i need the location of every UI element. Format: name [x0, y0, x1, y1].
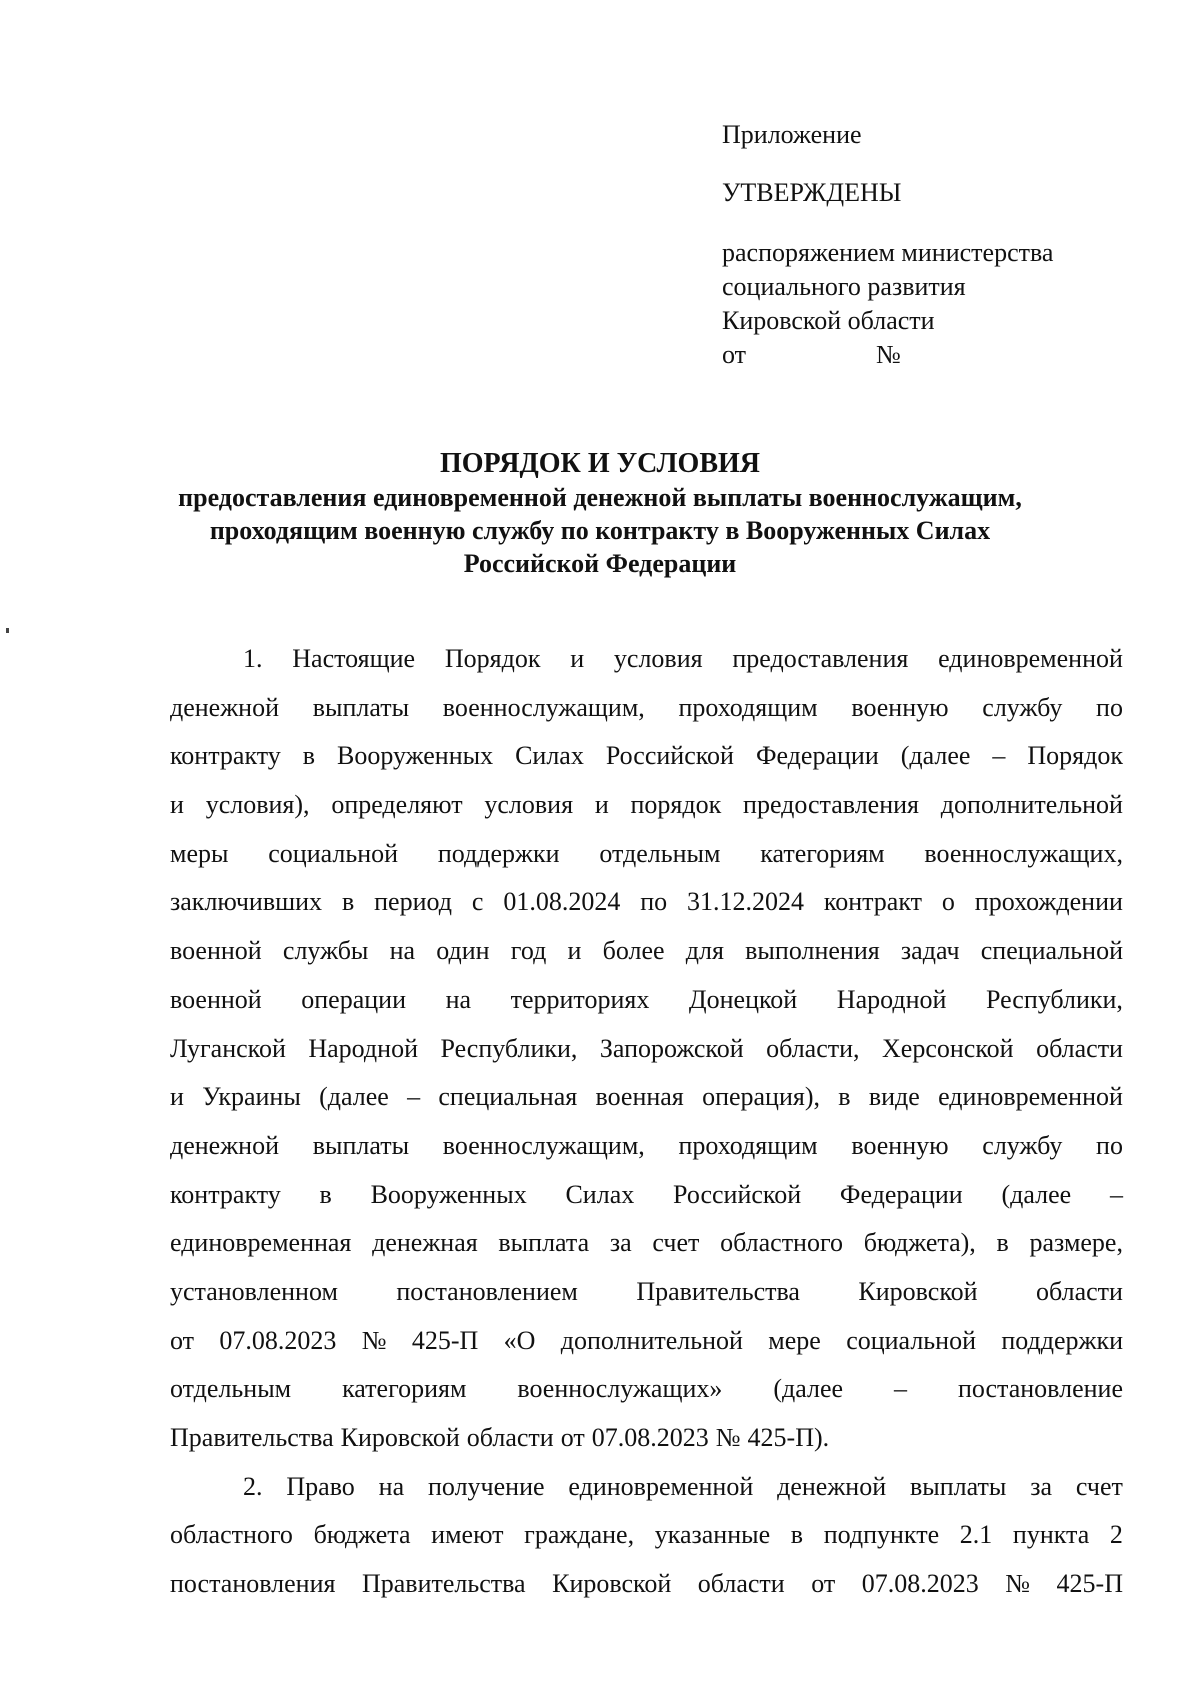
- body-line: Правительства Кировской области от 07.08.2023 № 425-П).: [170, 1423, 830, 1452]
- approved-label: УТВЕРЖДЕНЫ: [722, 178, 902, 207]
- title-sub-line: Российской Федерации: [463, 549, 737, 578]
- scan-mark: [6, 628, 9, 633]
- date-number-row: [722, 338, 1053, 372]
- body-line: контракту в Вооруженных Силах Российской Федерации (далее –: [170, 1179, 1123, 1209]
- title-sub-line: предоставления единовременной денежной выплаты военнослужащим,: [178, 483, 1022, 512]
- approval-basis: [722, 236, 1053, 372]
- body-line: постановления Правительства Кировской области от 07.08.2023 № 425-П: [170, 1569, 1123, 1599]
- body-line: контракту в Вооруженных Силах Российской Федерации (далее – Порядок: [170, 741, 1123, 771]
- number-label: №: [876, 340, 901, 369]
- body-line: военной операции на территориях Донецкой Народной Республики,: [170, 984, 1123, 1014]
- body-line: 1. Настоящие Порядок и условия предоставления единовременной: [243, 644, 1123, 673]
- title-main: ПОРЯДОК И УСЛОВИЯ: [439, 448, 760, 479]
- body-line: и условия), определяют условия и порядок предоставления дополнительной: [170, 790, 1123, 820]
- body-line: денежной выплаты военнослужащим, проходящим военную службу по: [170, 692, 1123, 722]
- approval-block: [722, 118, 1053, 372]
- body-line: денежной выплаты военнослужащим, проходящим военную службу по: [170, 1130, 1123, 1160]
- basis-line: социального развития: [722, 272, 966, 301]
- from-label: от: [722, 340, 747, 369]
- basis-line: распоряжением министерства: [722, 238, 1054, 267]
- body-line: отдельным категориям военнослужащих» (далее – постановление: [170, 1374, 1123, 1404]
- body-line: заключивших в период с 01.08.2024 по 31.12.2024 контракт о прохождении: [170, 887, 1123, 917]
- body-line: и Украины (далее – специальная военная операция), в виде единовременной: [170, 1082, 1123, 1112]
- title-sub-line: проходящим военную службу по контракту в Вооруженных Силах: [209, 516, 991, 545]
- body-line: установленном постановлением Правительства Кировской области: [170, 1276, 1123, 1306]
- document-title: [150, 447, 1050, 580]
- body-line: областного бюджета имеют граждане, указанные в подпункте 2.1 пункта 2: [170, 1520, 1123, 1550]
- body-line: меры социальной поддержки отдельным категориям военнослужащих,: [170, 838, 1123, 868]
- body-line: от 07.08.2023 № 425-П «О дополнительной мере социальной поддержки: [170, 1325, 1123, 1355]
- body-line: 2. Право на получение единовременной денежной выплаты за счет: [243, 1471, 1123, 1501]
- document-body: [170, 635, 1123, 1609]
- basis-line: Кировской области: [722, 306, 935, 335]
- body-line: Луганской Народной Республики, Запорожской области, Херсонской области: [170, 1033, 1123, 1063]
- appendix-label: Приложение: [722, 120, 862, 149]
- body-line: военной службы на один год и более для выполнения задач специальной: [170, 936, 1123, 966]
- body-line: единовременная денежная выплата за счет областного бюджета), в размере,: [170, 1228, 1123, 1258]
